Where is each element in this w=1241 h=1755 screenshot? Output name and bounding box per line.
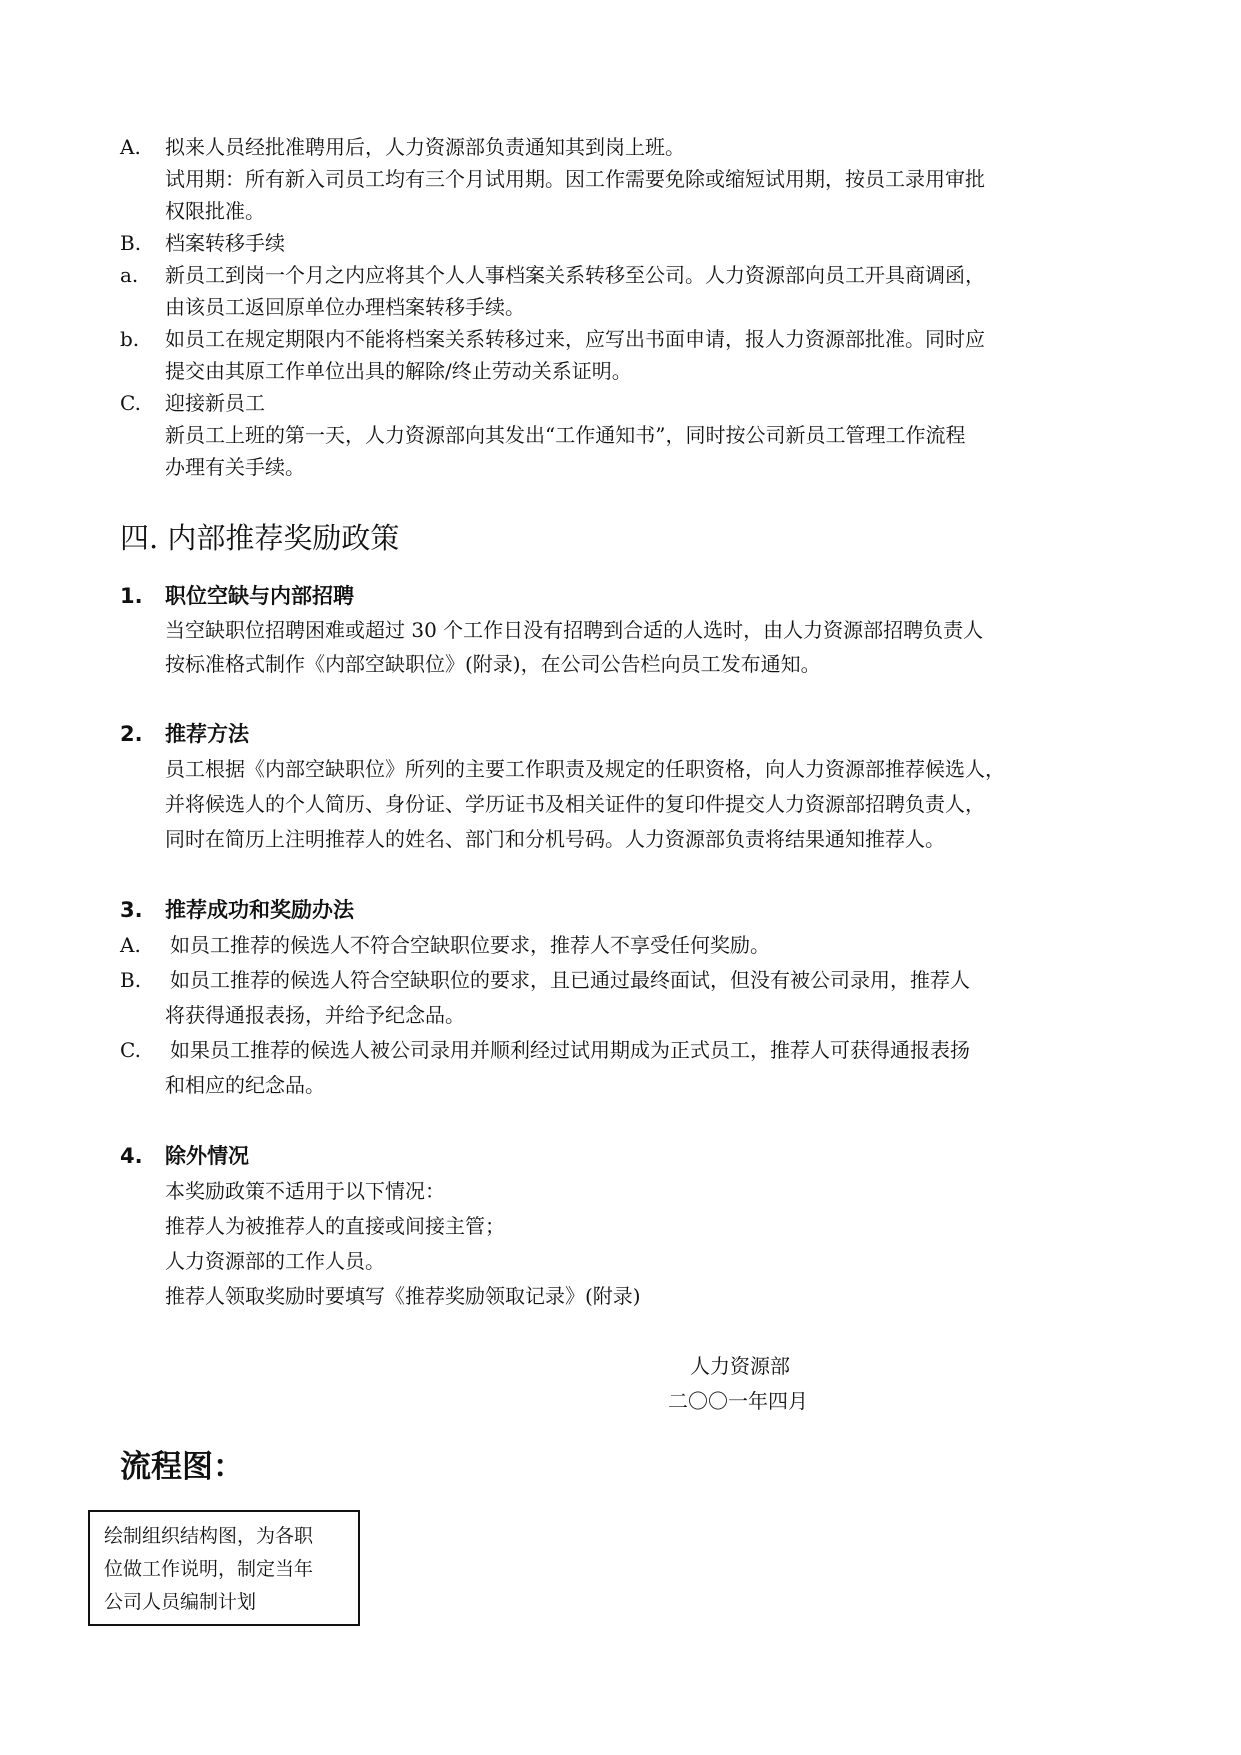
list-marker-c: C. [120,1038,141,1062]
subsection-number: 1. [120,584,143,608]
signature-date: 二〇〇一年四月 [668,1389,808,1413]
paragraph-line: 推荐人领取奖励时要填写《推荐奖励领取记录》(附录) [165,1284,641,1308]
flowchart-box-line: 公司人员编制计划 [104,1591,257,1613]
list-marker-c: C. [120,391,141,415]
subsection-number: 3. [120,898,143,922]
paragraph-line: 如员工推荐的候选人不符合空缺职位要求，推荐人不享受任何奖励。 [170,933,770,957]
paragraph-line: 人力资源部的工作人员。 [165,1249,385,1273]
flowchart-box-line: 位做工作说明，制定当年 [104,1558,314,1580]
paragraph-line: 员工根据《内部空缺职位》所列的主要工作职责及规定的任职资格，向人力资源部推荐候选人， [165,757,1005,781]
paragraph-line: 试用期：所有新入司员工均有三个月试用期。因工作需要免除或缩短试用期，按员工录用审批 [165,167,985,191]
subsection-title: 推荐方法 [165,722,249,746]
paragraph-line: 将获得通报表扬，并给予纪念品。 [165,1003,465,1027]
list-marker-b: B. [120,231,142,255]
list-marker-a: A. [120,933,141,957]
paragraph-line: 新员工到岗一个月之内应将其个人人事档案关系转移至公司。人力资源部向员工开具商调函， [165,263,985,287]
paragraph-line: 如员工推荐的候选人符合空缺职位的要求，且已通过最终面试，但没有被公司录用，推荐人 [170,968,970,992]
subsection-number: 2. [120,722,143,746]
paragraph-line: 权限批准。 [165,199,265,223]
paragraph-line: 按标准格式制作《内部空缺职位》(附录)，在公司公告栏向员工发布通知。 [165,652,821,676]
paragraph-line: 当空缺职位招聘困难或超过 30 个工作日没有招聘到合适的人选时，由人力资源部招聘负责人 [165,618,984,642]
paragraph-line: 如员工在规定期限内不能将档案关系转移过来，应写出书面申请，报人力资源部批准。同时应 [165,327,985,351]
paragraph-line: 由该员工返回原单位办理档案转移手续。 [165,295,525,319]
subsection-number: 4. [120,1144,143,1168]
subsection-title: 迎接新员工 [165,391,265,415]
subsection-title: 档案转移手续 [165,231,285,255]
paragraph-line: 本奖励政策不适用于以下情况： [165,1179,445,1203]
paragraph-line: 新员工上班的第一天，人力资源部向其发出“工作通知书”，同时按公司新员工管理工作流程 [165,423,966,447]
paragraph-line: 并将候选人的个人简历、身份证、学历证书及相关证件的复印件提交人力资源部招聘负责人， [165,792,985,816]
flowchart-box-line: 绘制组织结构图，为各职 [104,1525,314,1547]
list-marker-a-lower: a. [120,263,139,287]
subsection-title: 除外情况 [165,1144,249,1168]
list-marker-b: B. [120,968,142,992]
paragraph-line: 拟来人员经批准聘用后，人力资源部负责通知其到岗上班。 [165,135,685,159]
subsection-title: 推荐成功和奖励办法 [165,898,354,922]
paragraph-line: 如果员工推荐的候选人被公司录用并顺利经过试用期成为正式员工，推荐人可获得通报表扬 [170,1038,970,1062]
subsection-title: 职位空缺与内部招聘 [165,584,354,608]
flowchart-box [88,1510,360,1626]
paragraph-line: 同时在简历上注明推荐人的姓名、部门和分机号码。人力资源部负责将结果通知推荐人。 [165,827,945,851]
flowchart-title: 流程图： [120,1449,244,1485]
paragraph-line: 推荐人为被推荐人的直接或间接主管； [165,1214,505,1238]
list-marker-b-lower: b. [120,327,140,351]
paragraph-line: 提交由其原工作单位出具的解除/终止劳动关系证明。 [165,359,632,383]
paragraph-line: 办理有关手续。 [165,455,305,479]
signature-department: 人力资源部 [690,1354,790,1378]
paragraph-line: 和相应的纪念品。 [165,1073,325,1097]
list-marker-a: A. [120,135,141,159]
section-heading: 四. 内部推荐奖励政策 [120,521,400,555]
